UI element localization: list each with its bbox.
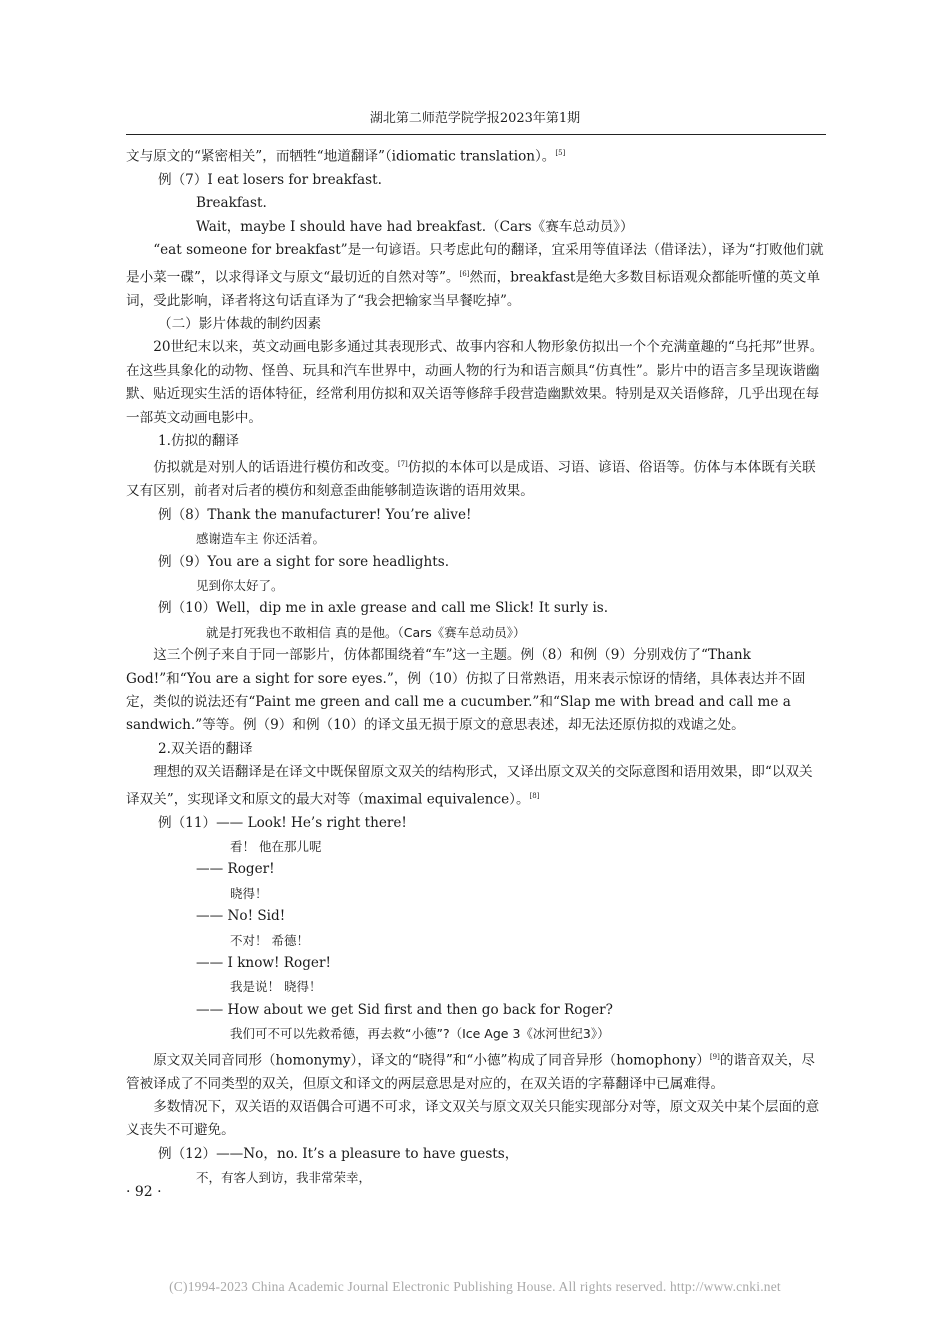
example-8-translation: 感谢造车主 你还活着。 [196,531,325,547]
citation-ref: [6] [459,269,470,278]
example-11: 例（11）—— Look! He’s right there! [158,814,407,831]
citation-ref: [5] [555,149,566,157]
page-number: · 92 · [126,1184,162,1200]
paragraph-genre: 20世纪末以来，英文动画电影多通过其表现形式、故事内容和人物形象仿拟出一个个充满童趣的“乌托邦”世界。在这些具象化的动物、怪兽、玩具和汽车世界中，动画人物的行为和语言颇具“仿真性”。影片中的语言多呈现诙谐幽默、贴近现实生活的语体特征，经常利用仿拟和双关语等修辞手段营造幽默效果。特别是双关语修辞，几乎出现在每一部英文动画电影中。 [126,339,824,426]
example-7-line-3: Wait，maybe I should have had breakfast.（Cars《赛车总动员》） [196,218,634,235]
example-11-translation-2: 晓得！ [230,885,268,901]
article-body [126,142,826,1190]
paragraph-continuation: 文与原文的“紧密相关”，而牺牲“地道翻译”（idiomatic translation）。[5] [126,148,566,165]
paragraph-idiom: “eat someone for breakfast”是一句谚语。只考虑此句的翻译，宜采用等值译法（借译法），译为“打败他们就是小菜一碟”，以求得译文与原文“最切近的自然对等”。[6]然而，breakfast是绝大多数目标语观众都能听懂的英文单词，受此影响，译者将这句话直译为了“我会把输家当早餐吃掉”。 [126,242,824,309]
subsection-heading-pun: 2.双关语的翻译 [158,740,253,757]
subsection-heading: 1.仿拟的翻译 [158,432,239,449]
example-11-translation-5: 我们可不可以先救希德，再去救“小德”?（Ice Age 3《冰河世纪3》） [230,1026,610,1042]
copyright-footer: (C)1994-2023 China Academic Journal Electronic Publishing House. All rights reserved. http://www.cnki.net [169,1279,781,1294]
example-11-translation-3: 不对！ 希德！ [230,932,309,948]
running-header: 湖北第二师范学院学报2023年第1期 [369,111,581,126]
section-heading: （二）影片体裁的制约因素 [158,315,322,332]
example-7: 例（7）I eat losers for breakfast. [158,171,382,188]
header-rule [126,134,826,135]
example-11-line-3: —— No! Sid! [196,908,286,925]
citation-ref: [9] [709,1052,720,1061]
example-9-translation: 见到你太好了。 [196,577,284,593]
paragraph-partial-equivalence: 多数情况下，双关语的双语偶合可遇不可求，译文双关与原文双关只能实现部分对等，原文双关中某个层面的意义丧失不可避免。 [126,1098,820,1139]
example-10-translation: 就是打死我也不敢相信 真的是他。（Cars《赛车总动员》） [206,624,526,640]
example-11-translation-4: 我是说！ 晓得！ [230,979,322,995]
example-8: 例（8）Thank the manufacturer! You’re alive! [158,506,472,523]
paragraph-homophony: 原文双关同音同形（homonymy），译文的“晓得”和“小德”构成了同音异形（homophony）[9]的谐音双关，尽管被译成了不同类型的双关，但原文和译文的两层意思是对应的，在双关语的字幕翻译中已属难得。 [126,1052,815,1092]
example-10: 例（10）Well，dip me in axle grease and call me Slick! It surly is. [158,600,609,617]
example-7-line-2: Breakfast. [196,195,267,212]
paragraph-parody: 仿拟就是对别人的话语进行模仿和改变。[7]仿拟的本体可以是成语、习语、谚语、俗语等。仿体与本体既有关联又有区别，前者对后者的模仿和刻意歪曲能够制造诙谐的语用效果。 [126,459,816,500]
example-11-translation-1: 看！ 他在那儿呢 [230,838,322,854]
paragraph-pun: 理想的双关语翻译是在译文中既保留原文双关的结构形式，又译出原文双关的交际意图和语用效果，即“以双关译双关”，实现译文和原文的最大对等（maximal equivalence）。[8] [126,764,813,808]
paragraph-analysis: 这三个例子来自于同一部影片，仿体都围绕着“车”这一主题。例（8）和例（9）分别戏仿了“Thank God!”和“You are a sight for sore eyes.”，例（10）仿拟了日常熟语，用来表示惊讶的情绪，具体表达并不固定，类似的说法还有“Paint me green and call me a cucumber.”和“Slap me with bread and call me a sandwich.”等等。例（9）和例（10）的译文虽无损于原文的意思表述，却无法还原仿拟的戏谑之处。 [126,647,806,734]
citation-ref: [7] [397,460,408,469]
example-12-translation: 不，有客人到访，我非常荣幸， [196,1170,372,1186]
example-12: 例（12）——No，no. It’s a pleasure to have guests， [158,1145,519,1162]
example-11-line-5: —— How about we get Sid first and then go back for Roger? [196,1001,613,1018]
example-11-line-4: —— I know! Roger! [196,954,331,971]
citation-ref: [8] [529,791,540,800]
example-9: 例（9）You are a sight for sore headlights. [158,553,450,570]
example-11-line-2: —— Roger! [196,861,275,878]
